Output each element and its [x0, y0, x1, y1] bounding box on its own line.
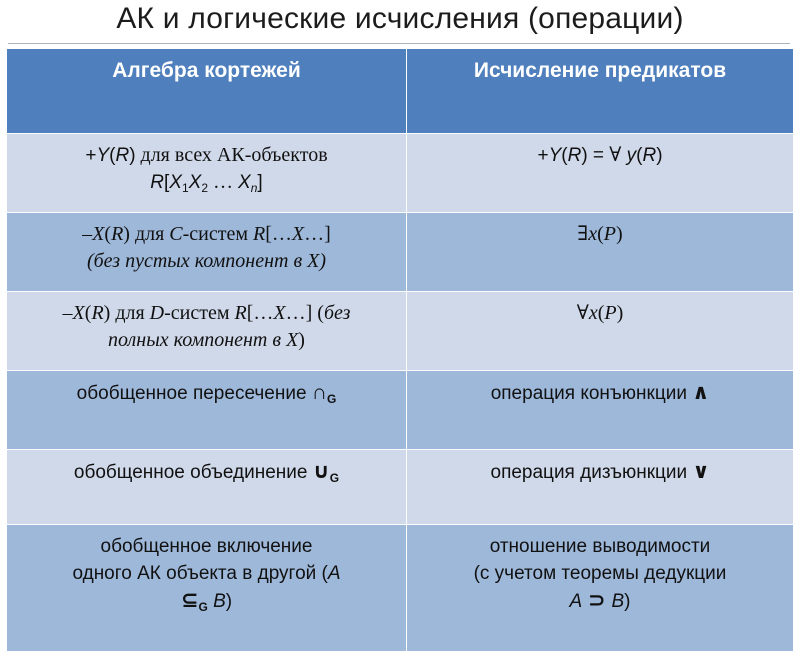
table-header-row [7, 49, 794, 134]
paren: ) [624, 591, 631, 612]
cell-generalized-inclusion [7, 525, 407, 652]
paren: ) [298, 329, 305, 351]
cell-c-system-projection [7, 213, 407, 292]
cell-line [13, 379, 400, 413]
minus-sign: – [82, 223, 93, 245]
forall-icon: ∀ [609, 144, 622, 166]
cell-text: операция конъюнкции [490, 383, 693, 404]
cell-line [13, 169, 400, 202]
slide-title: АК и логические исчисления (операции) [116, 2, 684, 35]
cell-line: обобщенное включение [100, 536, 313, 557]
cell-line: (с учетом теоремы дедукции [473, 563, 727, 584]
subscript: G [198, 600, 208, 614]
cell-text: -систем [164, 302, 235, 324]
subscript: G [329, 471, 340, 485]
bracket: ] [257, 172, 263, 193]
paren: ( [561, 145, 568, 166]
exists-icon: ∃ [577, 223, 589, 245]
cell-line [413, 458, 787, 486]
cell-line [413, 142, 787, 169]
var-x: X [72, 302, 85, 324]
cell-text: ) для [123, 223, 170, 245]
cell-generalized-intersection [7, 371, 407, 450]
cell-text: для всех АК-объектов [135, 144, 328, 166]
bracket: [… [265, 223, 292, 245]
var-r: R [253, 223, 266, 245]
var-r: R [91, 302, 104, 324]
bracket: [… [246, 302, 274, 324]
conjunction-icon: ∧ [692, 381, 710, 404]
cell-text: полных компонент в [108, 329, 287, 351]
union-icon: ∪ [312, 460, 330, 483]
table-row [7, 134, 794, 213]
cell-line [413, 300, 787, 327]
paren: ( [597, 223, 604, 245]
intersection-icon: ∩ [311, 381, 327, 404]
var-y: Y [96, 145, 110, 166]
var-x: X [169, 172, 182, 193]
var-x: x [588, 223, 598, 245]
cell-line [413, 379, 787, 407]
var-a: A [569, 591, 583, 612]
var-d: D [149, 302, 165, 324]
cell-text: обобщенное пересечение [76, 383, 312, 404]
cell-exists-quantifier [407, 213, 794, 292]
subscript: G [326, 392, 337, 406]
var-p: P [604, 302, 617, 324]
paren: ( [109, 145, 116, 166]
table-row [7, 292, 794, 371]
comparison-table [6, 48, 794, 652]
var-x: X [238, 172, 251, 193]
var-x: X [273, 302, 286, 324]
cell-line: отношение выводимости [489, 536, 711, 557]
var-x: X [291, 223, 305, 245]
paren: ( [84, 302, 92, 324]
cell-line [413, 221, 787, 248]
paren: ) [225, 591, 233, 612]
bracket: …] ( [285, 302, 324, 324]
minus-sign: – [62, 302, 73, 324]
cell-line [13, 221, 400, 248]
plus-sign: + [537, 145, 549, 166]
title-divider [8, 43, 790, 44]
paren: ) [129, 145, 136, 166]
cell-text: ) для [103, 302, 150, 324]
cell-generalized-union [7, 450, 407, 525]
paren: ) [615, 223, 623, 245]
var-a: A [327, 563, 341, 584]
header-tuple-algebra: Алгебра кортежей [7, 49, 407, 134]
var-r: R [567, 145, 582, 166]
cell-line [13, 327, 400, 354]
cell-line [13, 300, 400, 327]
cell-line [13, 560, 400, 587]
paren: ) [616, 302, 624, 324]
var-r: R [234, 302, 247, 324]
var-c: C [169, 223, 183, 245]
forall-icon: ∀ [576, 302, 589, 324]
cell-line [13, 587, 400, 621]
var-y: Y [548, 145, 562, 166]
var-x: X [188, 172, 202, 193]
subscript: 1 [181, 181, 189, 195]
paren: ( [636, 145, 643, 166]
var-x: X [286, 329, 299, 351]
cell-line [13, 458, 400, 492]
cell-text: одного АК объекта в другой ( [72, 563, 328, 584]
paren: ) [319, 250, 327, 272]
cell-line [413, 587, 787, 615]
var-p: P [603, 223, 616, 245]
paren: ( [104, 223, 112, 245]
table-row [7, 371, 794, 450]
var-y: y [621, 145, 637, 166]
cell-forall-quantifier [407, 292, 794, 371]
var-b: B [611, 591, 625, 612]
disjunction-icon: ∨ [692, 460, 710, 483]
cell-text: без [323, 302, 351, 324]
table-row [7, 450, 794, 525]
table-row [7, 525, 794, 652]
paren: ( [597, 302, 605, 324]
subscript: n [250, 181, 258, 195]
paren: ) [656, 145, 663, 166]
cell-line [13, 142, 400, 169]
var-x: x [588, 302, 598, 324]
var-x: X [92, 223, 105, 245]
superset-icon: ⊃ [582, 589, 612, 612]
ellipsis: … [208, 171, 239, 193]
cell-disjunction [407, 450, 794, 525]
cell-d-system-projection [7, 292, 407, 371]
plus-sign: + [85, 145, 97, 166]
var-r: R [111, 223, 124, 245]
cell-text: операция дизъюнкции [490, 462, 693, 483]
cell-line [13, 248, 400, 275]
var-r: R [642, 145, 657, 166]
subset-icon: ⊆ [180, 589, 199, 612]
cell-universal-quantifier-pc [407, 134, 794, 213]
cell-text: обобщенное объединение [73, 462, 313, 483]
subscript: 2 [201, 181, 209, 195]
cell-universal-quantifier-ak [7, 134, 407, 213]
table-row [7, 213, 794, 292]
equals: ) = [581, 145, 610, 166]
header-predicate-calculus: Исчисление предикатов [407, 49, 794, 134]
var-b: B [207, 591, 226, 612]
cell-conjunction [407, 371, 794, 450]
cell-text: -систем [182, 223, 254, 245]
cell-derivability [407, 525, 794, 652]
var-r: R [150, 172, 165, 193]
var-r: R [115, 145, 130, 166]
bracket: [ [164, 172, 170, 193]
var-x: X [307, 250, 320, 272]
cell-text: (без пустых компонент в [86, 250, 308, 272]
bracket: …] [304, 223, 331, 245]
